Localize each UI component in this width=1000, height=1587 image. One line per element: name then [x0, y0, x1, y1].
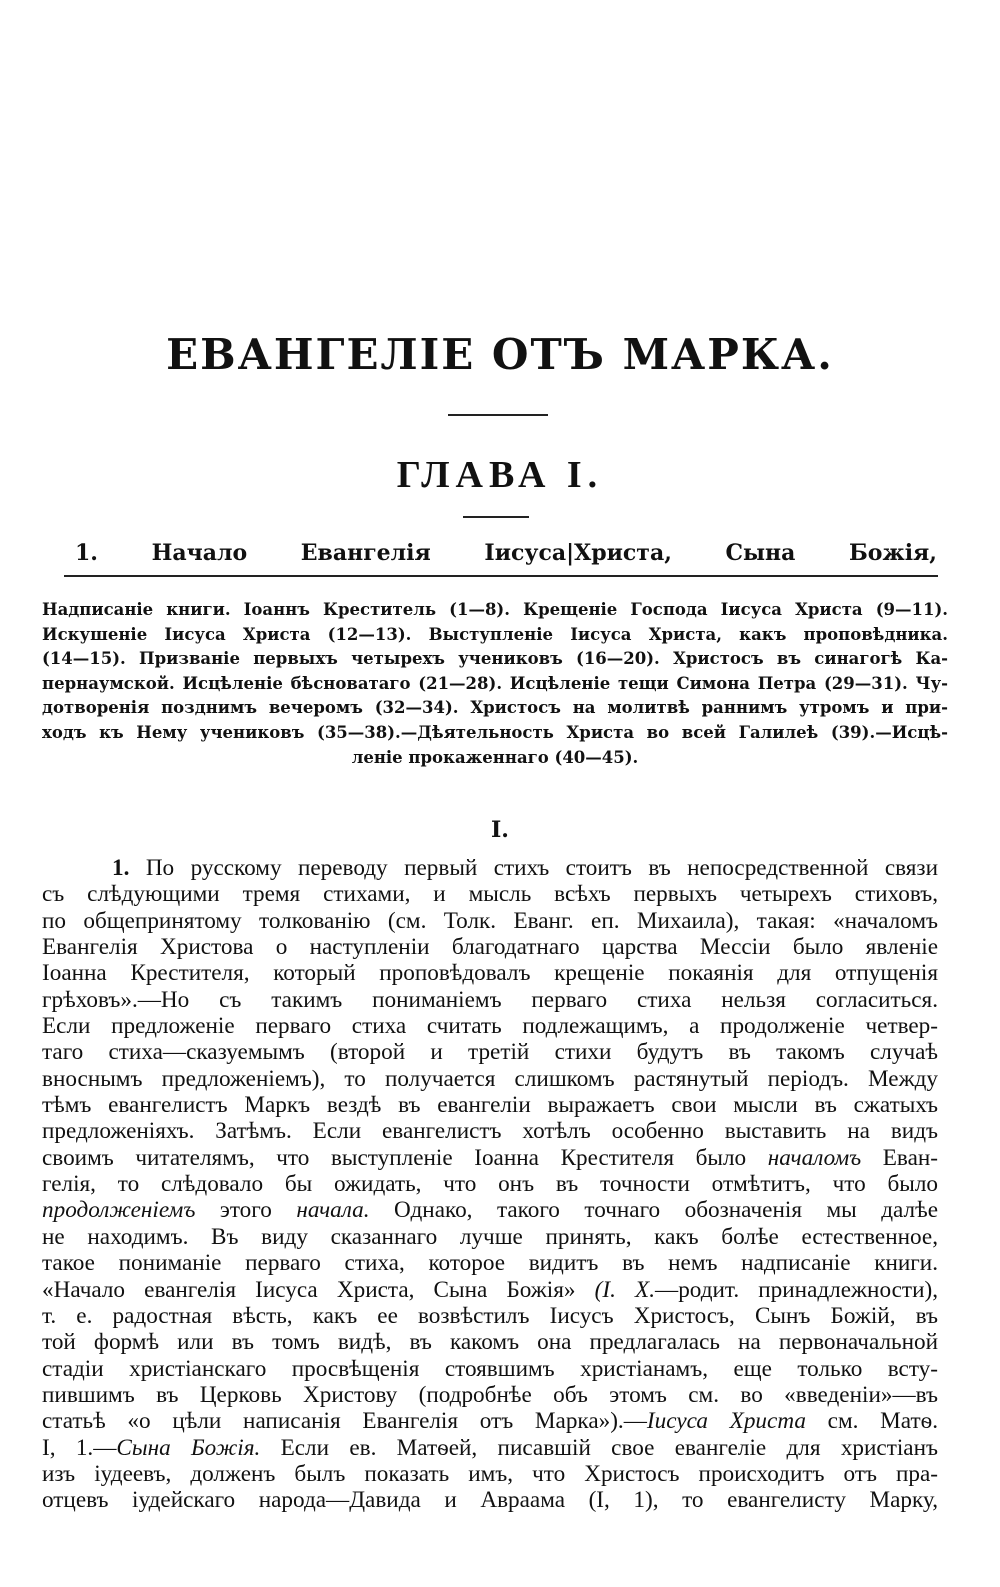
- title-divider: [448, 414, 548, 416]
- section-number: I.: [491, 817, 509, 843]
- italic-term: Сына Божія.: [116, 1434, 261, 1461]
- body-line: статьѣ «о цѣли написанія Евангелія отъ Марка»).—Іисуса Христа см. Матѳ.: [42, 1408, 938, 1435]
- verse-divider: [64, 575, 938, 577]
- summary-line: (14—15). Призваніе первыхъ четырехъ учениковъ (16—20). Христосъ въ синагогѣ Ка-: [42, 649, 948, 669]
- verse-word: Начало: [151, 540, 248, 566]
- verse-number: 1.: [112, 855, 130, 881]
- summary-line: Надписаніе книги. Іоаннъ Креститель (1—8). Крещеніе Господа Іисуса Христа (9—11).: [42, 600, 948, 619]
- body-line: по общепринятому толкованію (см. Толк. Еванг. еп. Михаила), такая: «началомъ: [42, 907, 938, 934]
- chapter-summary: [42, 598, 948, 770]
- body-line: вноснымъ предложеніемъ), то получается слишкомъ растянутый періодъ. Между: [42, 1065, 938, 1092]
- body-line: предложеніяхъ. Затѣмъ. Если евангелистъ хотѣлъ особенно выставить на видъ: [42, 1118, 938, 1145]
- verse-word: Сына: [725, 540, 796, 566]
- body-line: I, 1.—Сына Божія. Если ев. Матѳей, писавшій свое евангеліе для христіанъ: [42, 1434, 938, 1461]
- body-line: 1. По русскому переводу первый стихъ стоитъ въ непосредственной связи: [112, 855, 939, 881]
- italic-term: Іисуса Христа: [646, 1408, 806, 1435]
- italic-term: начала.: [296, 1197, 370, 1224]
- body-line: стадіи христіанскаго просвѣщенія стоявшимъ христіанамъ, еще только всту-: [42, 1355, 938, 1382]
- summary-line: леніе прокаженнаго (40—45).: [351, 747, 639, 767]
- body-line: своимъ читателямъ, что выступленіе Іоанна Крестителя было началомъ Еван-: [42, 1144, 938, 1171]
- commentary-body: [42, 855, 938, 1514]
- body-line: гелія, то слѣдовало бы ожидать, что онъ въ точности отмѣтитъ, что было: [42, 1171, 938, 1198]
- verse-word: Іисуса|Христа,: [484, 540, 672, 566]
- chapter-heading: ГЛАВА I.: [396, 454, 604, 496]
- verse-line: [75, 536, 937, 570]
- body-line: Если предложеніе перваго стиха считать подлежащимъ, а продолженіе четвер-: [42, 1013, 938, 1040]
- body-line: той формѣ или въ томъ видѣ, въ какомъ она предлагалась на первоначальной: [42, 1329, 938, 1356]
- italic-term: началомъ: [767, 1144, 862, 1171]
- body-line: съ слѣдующими тремя стихами, и мысль всѣхъ первыхъ четырехъ стиховъ,: [42, 881, 938, 908]
- italic-term: (I. Х.: [594, 1276, 656, 1303]
- body-line: Евангелія Христова о наступленіи благодатнаго царства Мессіи было явленіе: [42, 934, 938, 961]
- body-line: продолженіемъ этого начала. Однако, такого точнаго обозначенія мы далѣе: [42, 1197, 938, 1224]
- body-line: тѣмъ евангелистъ Маркъ вездѣ въ евангеліи выражаетъ свои мысли въ сжатыхъ: [42, 1092, 938, 1119]
- chapter-divider: [463, 516, 529, 518]
- italic-term: продолженіемъ: [42, 1197, 196, 1224]
- body-line: такое пониманіе перваго стиха, которое видитъ въ немъ надписаніе книги.: [42, 1250, 938, 1277]
- body-line: отцевъ іудейскаго народа—Давида и Авраама (I, 1), то евангелисту Марку,: [42, 1487, 938, 1514]
- body-line: пившимъ въ Церковь Христову (подробнѣе объ этомъ см. во «введеніи»—въ: [42, 1381, 938, 1408]
- book-title: ЕВАНГЕЛІЕ ОТЪ МАРКА.: [166, 330, 834, 379]
- summary-line: Искушеніе Іисуса Христа (12—13). Выступленіе Іисуса Христа, какъ проповѣдника.: [42, 624, 948, 644]
- summary-line: ходъ къ Нему учениковъ (35—38).—Дѣятельность Христа во всей Галилеѣ (39).—Исцѣ-: [42, 722, 948, 742]
- body-line: не находимъ. Въ виду сказаннаго лучше принять, какъ болѣе естественное,: [42, 1223, 938, 1250]
- body-line: изъ іудеевъ, долженъ былъ показать имъ, что Христосъ происходитъ отъ пра-: [42, 1460, 938, 1487]
- body-line: таго стиха—сказуемымъ (второй и третій стихи будутъ въ такомъ случаѣ: [42, 1039, 938, 1066]
- body-line: Іоанна Крестителя, который проповѣдовалъ крещеніе покаянія для отпущенія: [42, 960, 938, 987]
- summary-line: дотворенія позднимъ вечеромъ (32—34). Христосъ на молитвѣ раннимъ утромъ и при-: [42, 698, 948, 718]
- body-line: т. е. радостная вѣсть, какъ ее возвѣстилъ Іисусъ Христосъ, Сынъ Божій, въ: [42, 1302, 938, 1329]
- body-line: грѣховъ».—Но съ такимъ пониманіемъ перваго стиха нельзя согласиться.: [42, 986, 938, 1013]
- body-line: «Начало евангелія Іисуса Христа, Сына Божія» (I. Х.—родит. принадлежности),: [42, 1276, 938, 1303]
- verse-word: Евангелія: [300, 540, 431, 566]
- verse-word: Божія,: [849, 540, 937, 566]
- summary-line: пернаумской. Исцѣленіе бѣсноватаго (21—28). Исцѣленіе тещи Симона Петра (29—31). Чу-: [42, 673, 948, 693]
- verse-number: 1.: [75, 540, 98, 566]
